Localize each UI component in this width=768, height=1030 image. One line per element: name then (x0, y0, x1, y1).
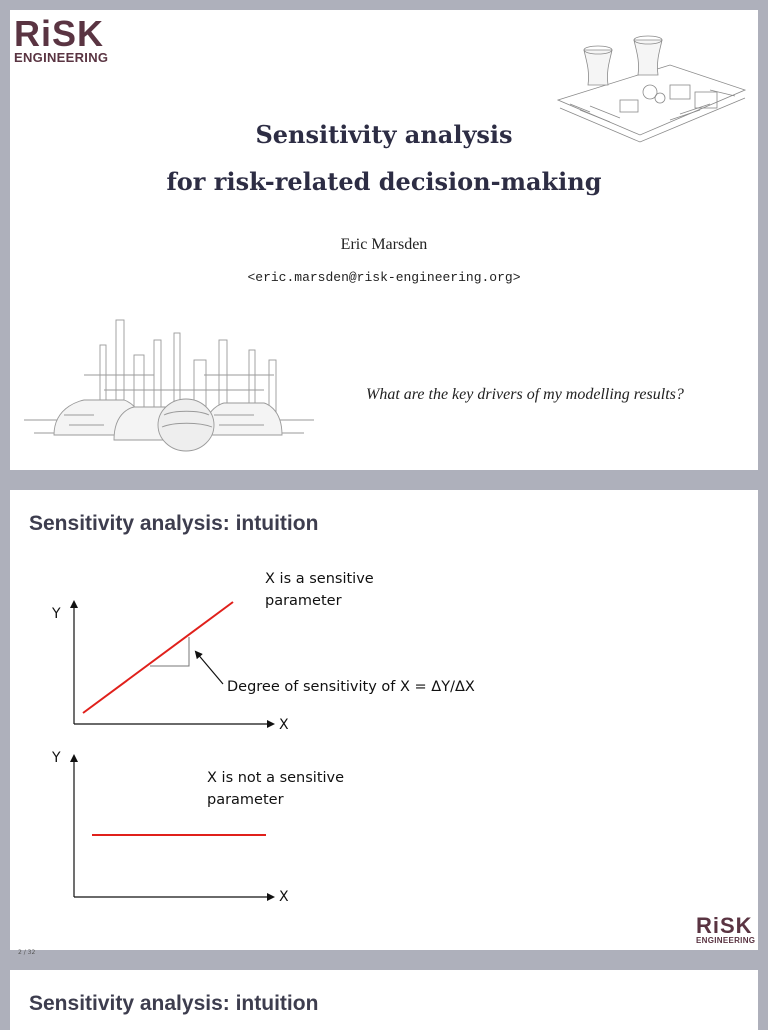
author: Eric Marsden (340, 236, 428, 253)
risk-engineering-logo (14, 13, 109, 65)
upper-y-label: Y (52, 606, 61, 622)
slope-triangle (150, 637, 189, 666)
title-slide (10, 10, 758, 470)
title-line-2: for risk-related decision-making (166, 167, 602, 196)
sensitivity-diagram (10, 490, 758, 950)
page-number: 2 / 32 (18, 949, 36, 956)
logo-text: RiSK (14, 13, 105, 54)
logo-subtext: ENGINEERING (696, 936, 756, 945)
refinery-illustration (24, 315, 314, 455)
sensitive-response-line (83, 602, 233, 713)
degree-pointer-arrow (196, 652, 223, 684)
tagline: What are the key drivers of my modelling results? (366, 386, 684, 403)
slide-heading: Sensitivity analysis: intuition (29, 512, 319, 535)
intuition-slide-next (10, 970, 758, 1030)
title-line-1: Sensitivity analysis (255, 120, 513, 149)
not-sensitive-annotation-line-2: parameter (207, 792, 284, 808)
sensitive-annotation-line-1: X is a sensitive (265, 571, 374, 587)
risk-engineering-logo-small (696, 915, 755, 945)
sensitive-annotation-line-2: parameter (265, 593, 342, 609)
author-email: <eric.marsden@risk-engineering.org> (247, 270, 521, 285)
logo-subtext: ENGINEERING (14, 50, 109, 65)
not-sensitive-annotation-line-1: X is not a sensitive (207, 770, 345, 786)
logo-text: RiSK (696, 913, 753, 938)
intuition-slide (10, 490, 758, 950)
upper-x-label: X (279, 717, 289, 733)
upper-axes (74, 602, 273, 724)
lower-y-label: Y (52, 750, 61, 766)
slide-heading: Sensitivity analysis: intuition (29, 992, 319, 1015)
lower-x-label: X (279, 889, 289, 905)
degree-annotation: Degree of sensitivity of X = ΔY/ΔX (227, 679, 475, 695)
sensitive-annotation (265, 568, 374, 612)
not-sensitive-annotation (207, 767, 344, 811)
